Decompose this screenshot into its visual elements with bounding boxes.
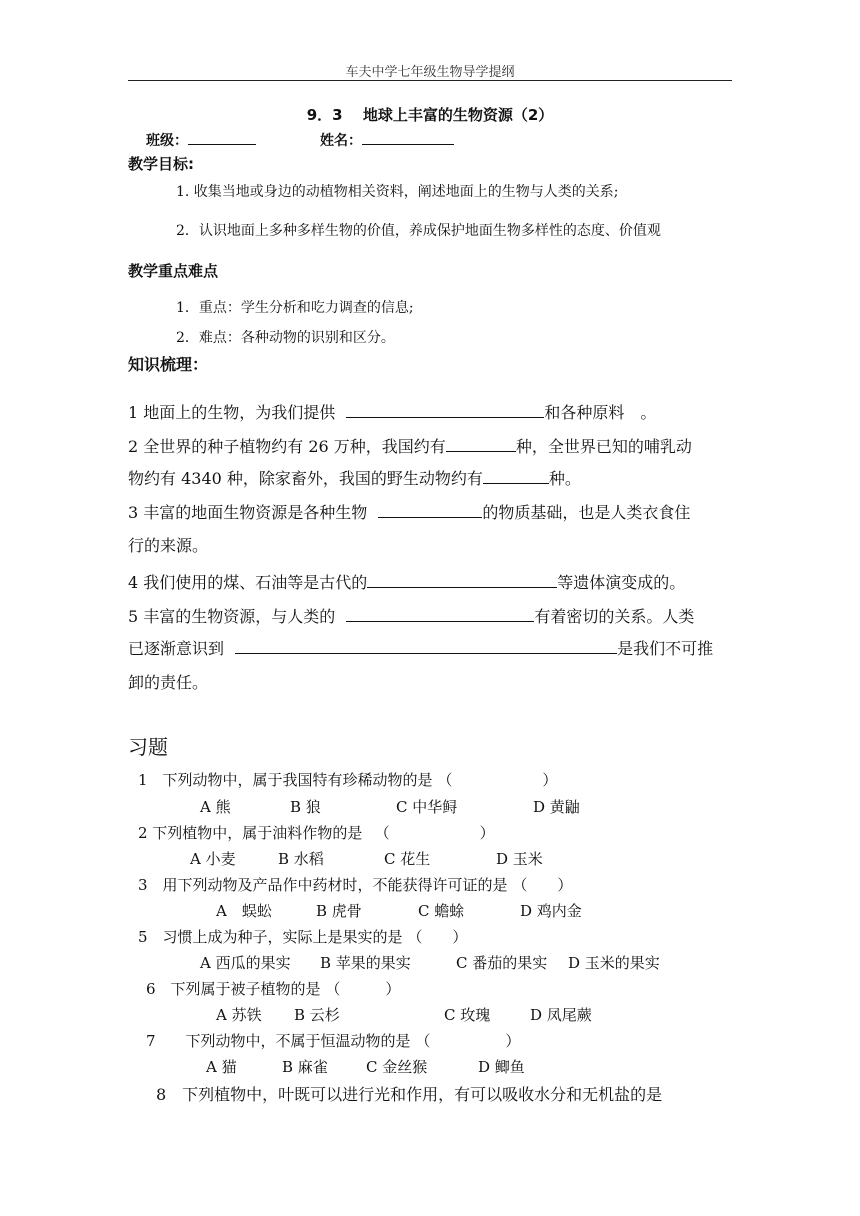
knowledge-item-5-end: 卸的责任。 [128,673,209,692]
q5-option-a[interactable]: A 西瓜的果实 [200,954,291,972]
name-blank[interactable] [362,143,454,145]
blank-2b[interactable] [483,482,549,484]
key-heading: 教学重点难点 [128,262,219,280]
goal-2: 2．认识地面上多种多样生物的价值，养成保护地面生物多样性的态度、价值观 [176,223,661,239]
q3-option-a[interactable]: A 蜈蚣 [216,902,272,920]
q7-option-d[interactable]: D 鲫鱼 [478,1058,525,1076]
q3-option-c[interactable]: C 蟾蜍 [418,902,465,920]
name-field [320,130,454,150]
knowledge-heading: 知识梳理： [128,355,209,374]
question-8: 8 下列植物中，叶既可以进行光和作用，有可以吸收水分和无机盐的是 [156,1085,663,1104]
blank-1[interactable] [346,416,544,418]
goals-heading: 教学目标: [128,155,194,173]
q3-option-d[interactable]: D 鸡内金 [520,902,582,920]
knowledge-item-2: 2 全世界的种子植物约有 26 万种，我国约有 种，全世界已知的哺乳动 [128,437,692,456]
q2-option-d[interactable]: D 玉米 [496,850,543,868]
knowledge-item-4: 4 我们使用的煤、石油等是古代的 等遗体演变成的。 [128,573,686,592]
q2-option-c[interactable]: C 花生 [384,850,431,868]
key-point-1: 1．重点：学生分析和吃力调查的信息; [176,300,414,316]
question-2: 2 下列植物中，属于油料作物的是 （ ） [138,824,495,842]
q6-option-d[interactable]: D 凤尾蕨 [530,1006,592,1024]
blank-5a[interactable] [346,620,534,622]
page-header: 车夫中学七年级生物导学提纲 [345,65,515,80]
class-label: 班级： [146,133,188,149]
knowledge-item-3: 3 丰富的地面生物资源是各种生物 的物质基础，也是人类衣食住 [128,503,691,522]
exercises-heading: 习题 [128,735,168,759]
blank-3[interactable] [378,516,482,518]
knowledge-item-1: 1 地面上的生物，为我们提供 和各种原料 。 [128,403,657,422]
knowledge-item-2-cont: 物约有 4340 种，除家畜外，我国的野生动物约有 种。 [128,469,581,488]
q1-option-d[interactable]: D 黄鼬 [533,798,580,816]
q7-option-a[interactable]: A 猫 [206,1058,237,1076]
header-rule [128,80,732,81]
class-blank[interactable] [188,143,256,145]
page-title: 9．3 地球上丰富的生物资源（2） [306,106,554,124]
knowledge-item-5-cont: 已逐渐意识到 是我们不可推 [128,639,714,658]
q1-option-c[interactable]: C 中华鲟 [396,798,458,816]
knowledge-item-3-cont: 行的来源。 [128,536,209,555]
blank-2a[interactable] [446,450,516,452]
q7-option-c[interactable]: C 金丝猴 [366,1058,428,1076]
knowledge-item-5: 5 丰富的生物资源，与人类的 有着密切的关系。人类 [128,607,695,626]
q1-option-b[interactable]: B 狼 [290,798,321,816]
q3-option-b[interactable]: B 虎骨 [316,902,362,920]
q6-option-a[interactable]: A 苏铁 [216,1006,262,1024]
q5-option-b[interactable]: B 苹果的果实 [320,954,411,972]
q2-option-b[interactable]: B 水稻 [278,850,324,868]
question-6: 6 下列属于被子植物的是 （ ） [146,980,401,998]
q7-option-b[interactable]: B 麻雀 [282,1058,328,1076]
class-field [146,130,256,150]
name-label: 姓名： [320,133,362,149]
question-5: 5 习惯上成为种子，实际上是果实的是 （ ） [138,928,468,946]
q5-option-c[interactable]: C 番茄的果实 [456,954,548,972]
q5-option-d[interactable]: D 玉米的果实 [568,954,660,972]
q6-option-c[interactable]: C 玫瑰 [444,1006,491,1024]
blank-5b[interactable] [235,652,617,654]
key-point-2: 2．难点：各种动物的识别和区分。 [176,330,395,346]
goal-1: 1. 收集当地或身边的动植物相关资料，阐述地面上的生物与人类的关系; [176,184,619,200]
question-7: 7 下列动物中，不属于恒温动物的是 （ ） [146,1032,521,1050]
q2-option-a[interactable]: A 小麦 [190,850,236,868]
q1-option-a[interactable]: A 熊 [200,798,231,816]
question-1: 1 下列动物中，属于我国特有珍稀动物的是 （ ） [138,771,558,789]
blank-4[interactable] [367,586,557,588]
question-3: 3 用下列动物及产品作中药材时，不能获得许可证的是 （ ） [138,876,573,894]
q6-option-b[interactable]: B 云杉 [294,1006,340,1024]
